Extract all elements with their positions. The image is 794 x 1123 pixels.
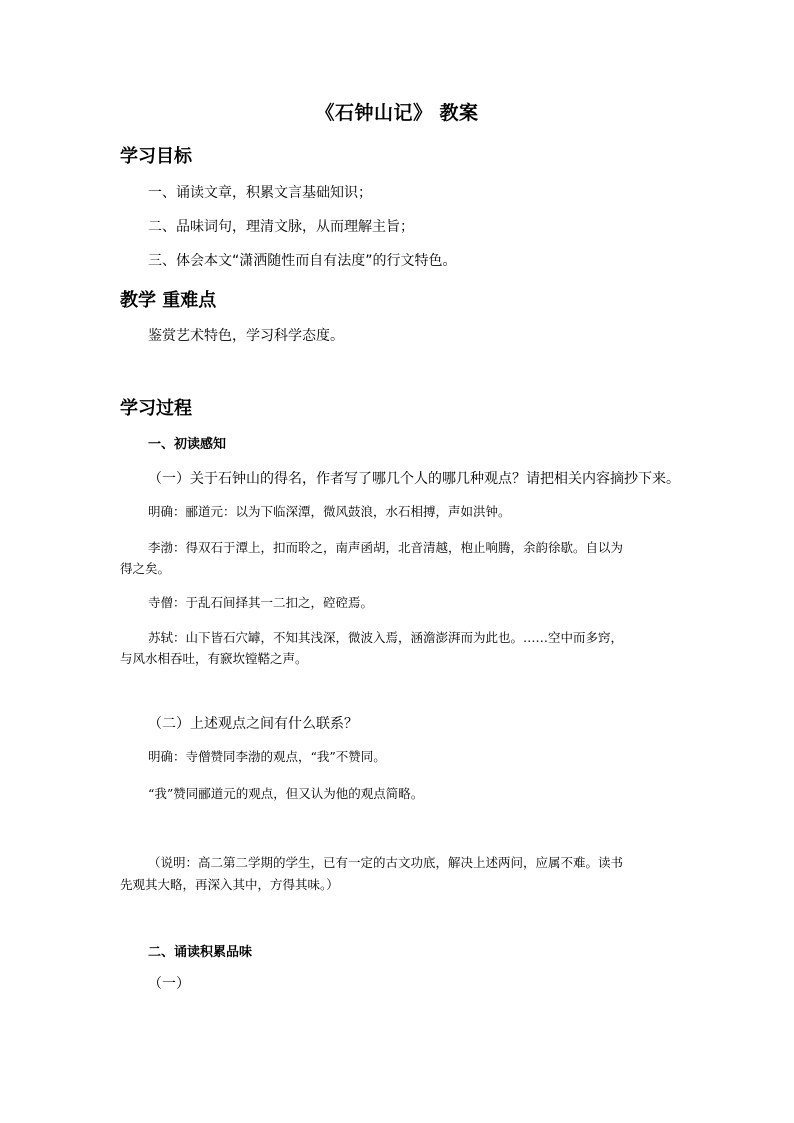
section2-subheading: （一） bbox=[148, 976, 190, 992]
objective-item: 一、诵读文章，积累文言基础知识； bbox=[148, 185, 372, 201]
question-1: （一）关于石钟山的得名，作者写了哪几个人的哪几种观点？请把相关内容摘抄下来。 bbox=[148, 471, 680, 487]
objective-item: 三、体会本文“潇洒随性而自有法度”的行文特色。 bbox=[148, 253, 457, 269]
objective-item: 二、品味词句，理清文脉，从而理解主旨； bbox=[148, 219, 414, 235]
answer-line: 明确：郦道元：以为下临深潭，微风鼓浪，水石相搏，声如洪钟。 bbox=[148, 504, 511, 519]
process-heading: 学习过程 bbox=[120, 398, 192, 419]
section1-heading: 一、初读感知 bbox=[148, 437, 227, 452]
answer-line: 明确：寺僧赞同李渤的观点，“我”不赞同。 bbox=[148, 749, 386, 764]
key-points-text: 鉴赏艺术特色，学习科学态度。 bbox=[148, 328, 344, 344]
key-points-heading: 教学 重难点 bbox=[120, 290, 217, 311]
answer-line: “我”赞同郦道元的观点，但又认为他的观点简略。 bbox=[148, 786, 424, 801]
answer-line: 与风水相吞吐，有窾坎镗鞳之声。 bbox=[120, 651, 308, 666]
note-line: （说明：高二第二学期的学生，已有一定的古文功底，解决上述两问，应属不难。读书 bbox=[148, 855, 624, 870]
note-line: 先观其大略，再深入其中，方得其味。） bbox=[120, 877, 339, 892]
objectives-heading: 学习目标 bbox=[120, 146, 192, 167]
answer-line: 寺僧：于乱石间择其一二扣之，硿硿焉。 bbox=[148, 595, 374, 610]
section2-heading: 二、诵读积累品味 bbox=[148, 945, 253, 960]
answer-line: 李渤：得双石于潭上，扣而聆之，南声函胡，北音清越，枹止响腾，余韵徐歇。自以为 bbox=[148, 540, 624, 555]
question-2: （二）上述观点之间有什么联系？ bbox=[148, 716, 358, 732]
answer-line: 得之矣。 bbox=[120, 561, 171, 576]
document-title: 《石钟山记》 教案 bbox=[315, 102, 479, 124]
answer-line: 苏轼：山下皆石穴罅，不知其浅深，微波入焉，涵澹澎湃而为此也。……空中而多窍， bbox=[148, 630, 624, 645]
